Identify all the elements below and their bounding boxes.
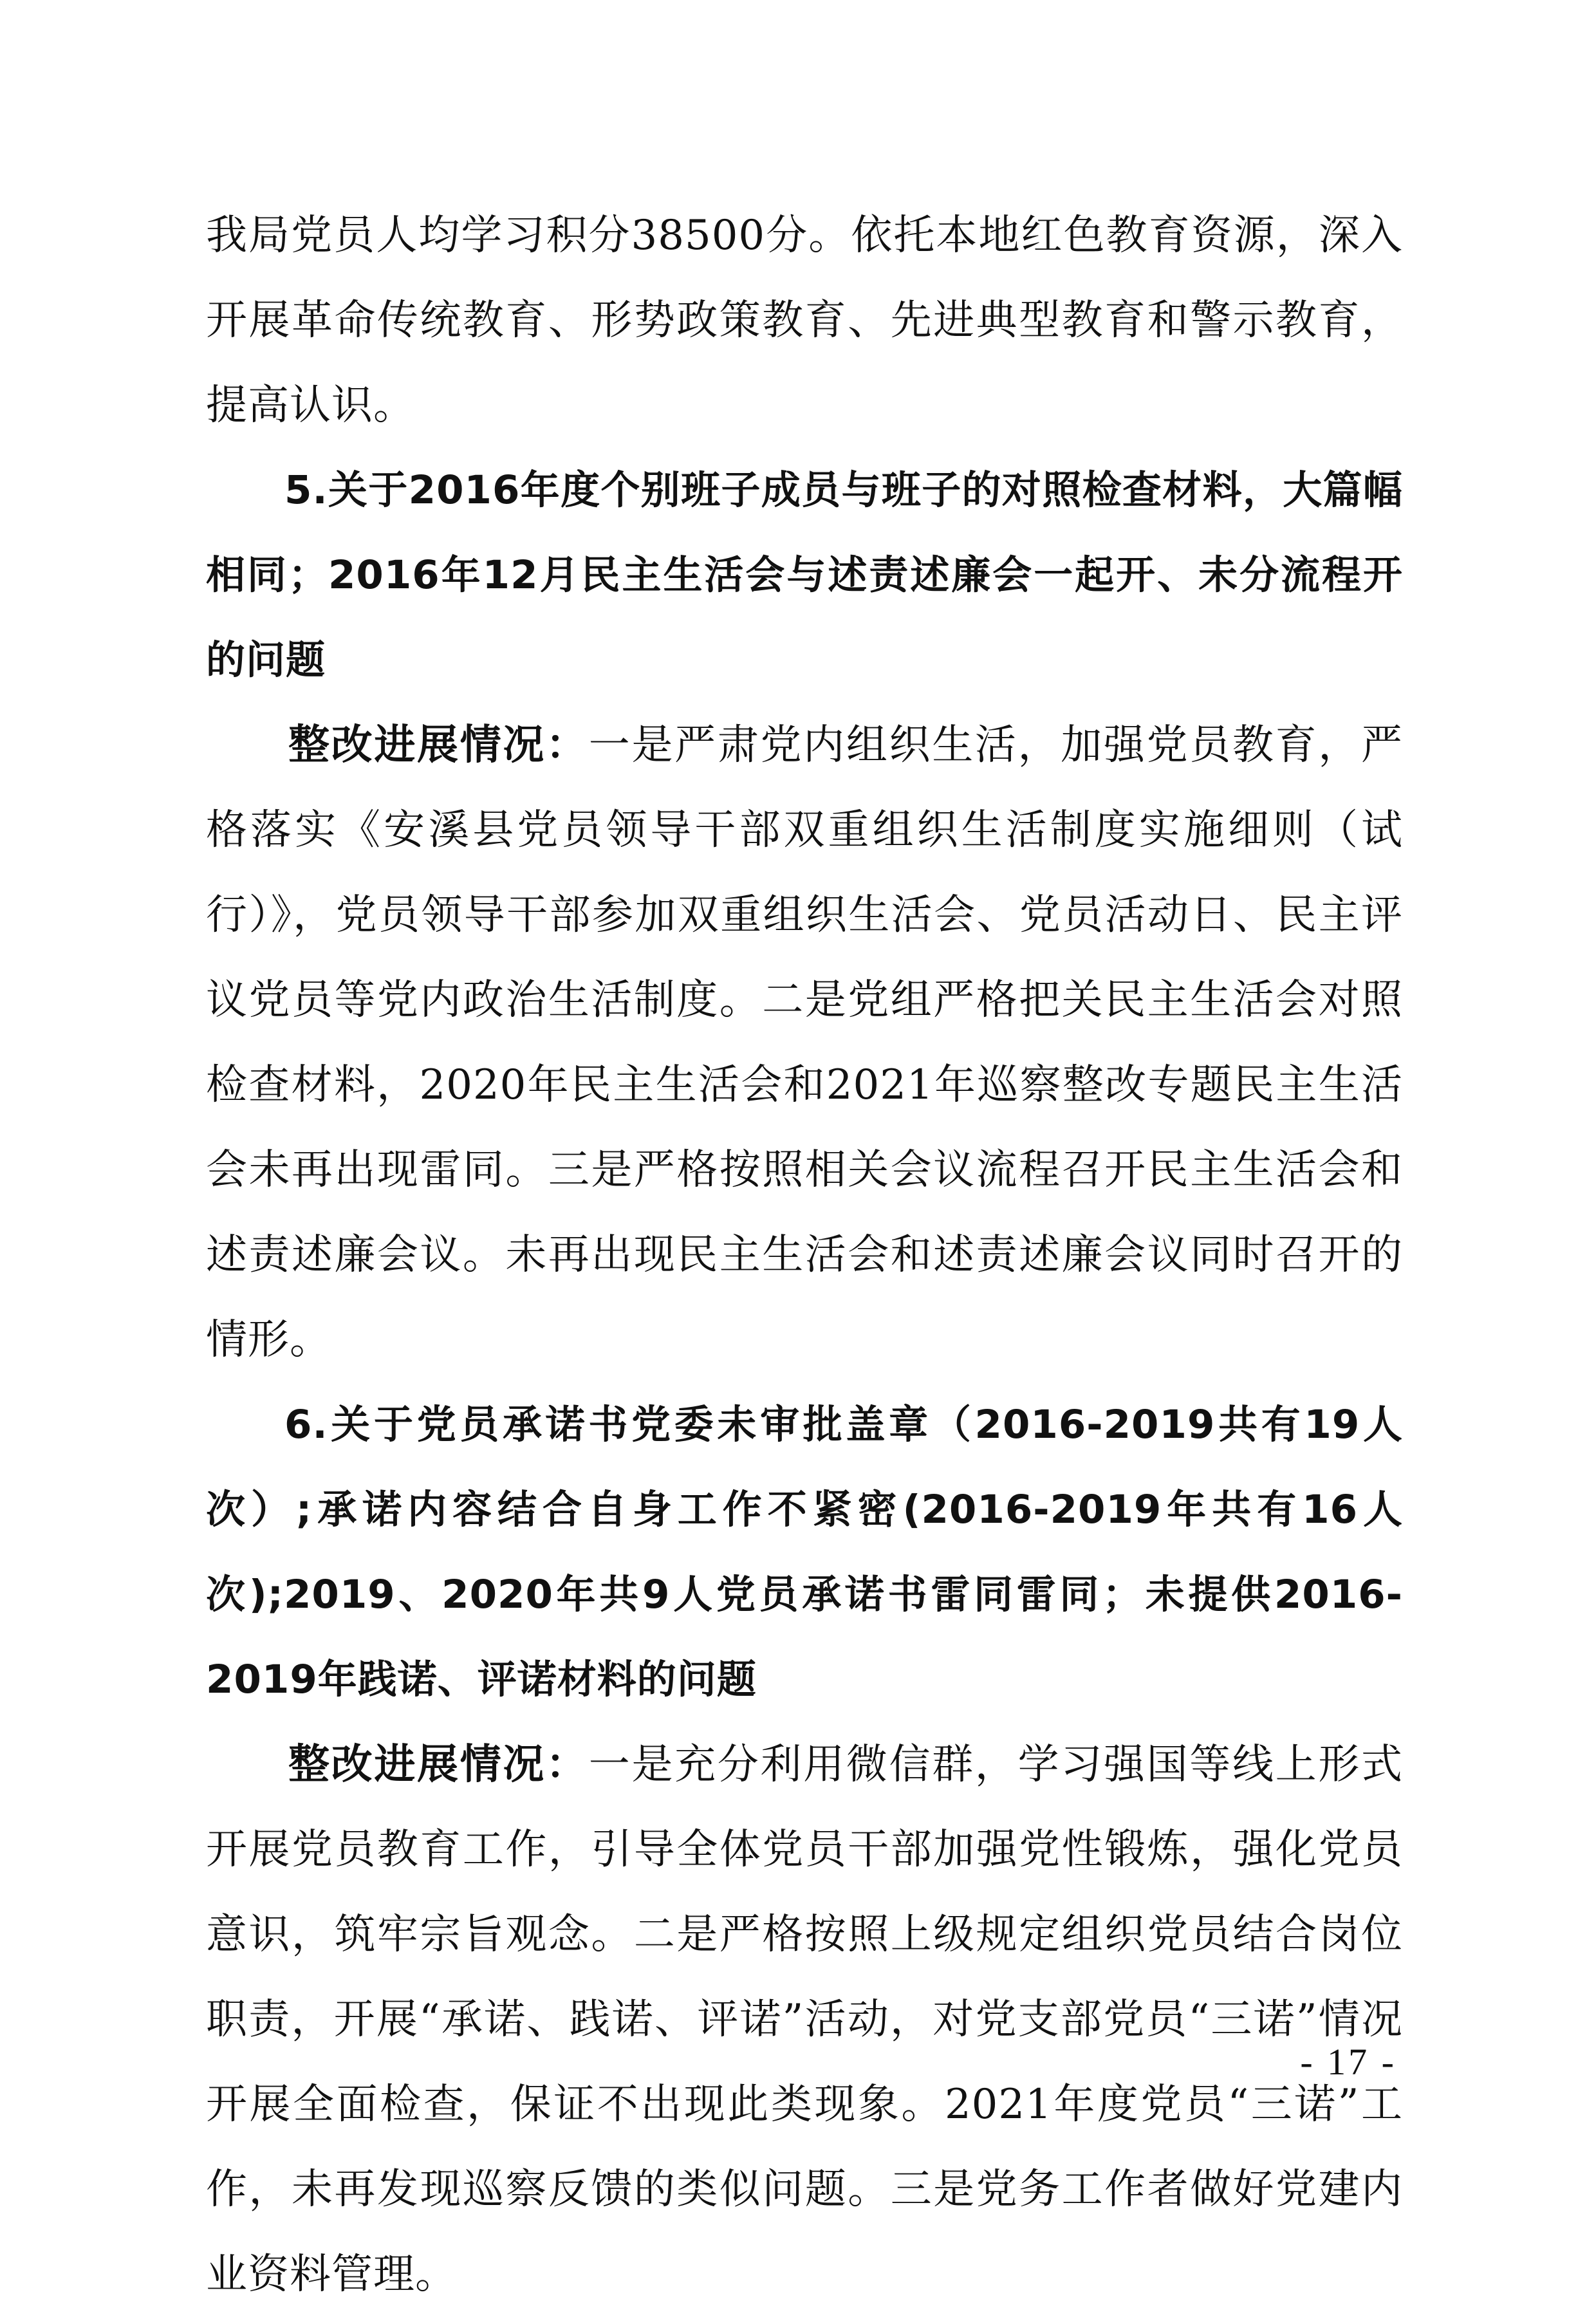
rectification-lead-5: 整改进展情况： (288, 721, 589, 769)
section-heading-5: 5.关于2016年度个别班子成员与班子的对照检查材料，大篇幅相同；2016年12月民主生活会与述责述廉会一起开、未分流程开的问题 (206, 467, 1403, 683)
paragraph-rectification-6 (206, 1722, 1403, 2317)
rectification-body-5: 一是严肃党内组织生活，加强党员教育，严格落实《安溪县党员领导干部双重组织生活制度实施细则（试行）》，党员领导干部参加双重组织生活会、党员活动日、民主评议党员等党内政治生活制度。二是党组严格把关民主生活会对照检查材料，2020年民主生活会和2021年巡察整改专题民主生活会未再出现雷同。三是严格按照相关会议流程召开民主生活会和述责述廉会议。未再出现民主生活会和述责述廉会议同时召开的情形。 (206, 721, 1404, 1364)
rectification-lead-6: 整改进展情况： (288, 1741, 589, 1789)
page-number: - 17 - (1300, 2041, 1396, 2083)
section-heading-6: 6.关于党员承诺书党委未审批盖章（2016-2019共有19人次）;承诺内容结合自身工作不紧密(2016-2019年共有16人次);2019、2020年共9人党员承诺书雷同雷同；未提供2016-2019年践诺、评诺材料的问题 (206, 1402, 1403, 1702)
rectification-body-6: 一是充分利用微信群，学习强国等线上形式开展党员教育工作，引导全体党员干部加强党性锻炼，强化党员意识，筑牢宗旨观念。二是严格按照上级规定组织党员结合岗位职责，开展“承诺、践诺、评诺”活动，对党支部党员“三诺”情况开展全面检查，保证不出现此类现象。2021年度党员“三诺”工作，未再发现巡察反馈的类似问题。三是党务工作者做好党建内业资料管理。 (206, 1741, 1404, 2298)
paragraph-continuation: 我局党员人均学习积分38500分。依托本地红色教育资源，深入开展革命传统教育、形势政策教育、先进典型教育和警示教育，提高认识。 (206, 212, 1403, 429)
document-body (206, 193, 1403, 2317)
paragraph-rectification-5 (206, 703, 1403, 1382)
